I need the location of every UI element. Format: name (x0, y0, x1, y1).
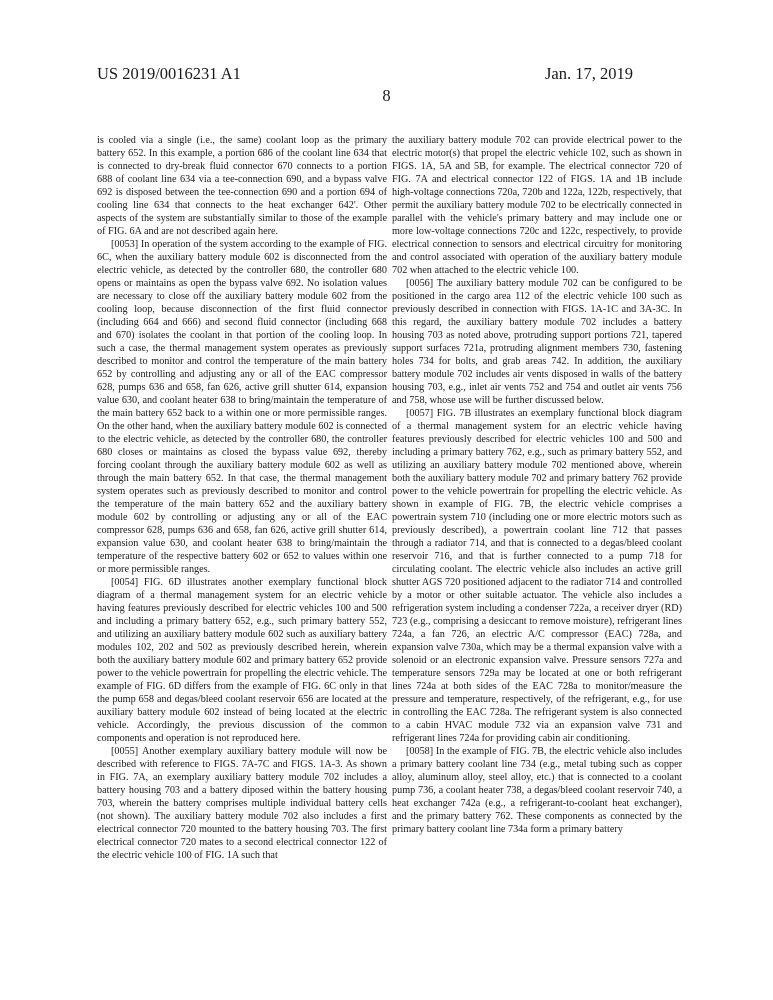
paragraph: [0053] In operation of the system according to the example of FIG. 6C, when the auxiliary battery module 602 is disconnected from the electric vehicle, as detected by the controller 680, the controller 680 opens or maintains as open the bypass valve 692. No isolation values are necessary to close off the auxiliary battery module 602 from the cooling loop, because disconnection of the first fluid connector (including 664 and 666) and second fluid connector (including 668 and 670) isolates the coolant in that portion of the cooling loop. In such a case, the thermal management system operates as previously described to monitor and control the temperature of the main battery 652 by controlling and adjusting any or all of the EAC compressor 628, pumps 636 and 658, fan 626, active grill shutter 614, expansion value 630, and coolant heater 638 to bring/maintain the temperature of the main battery 652 back to a within one or more permissible ranges. On the other hand, when the auxiliary battery module 602 is connected to the electric vehicle, as detected by the controller 680, the controller 680 closes or maintains as closed the bypass value 692, thereby forcing coolant through the auxiliary battery module 602 as well as through the main battery 652. In that case, the thermal management system operates such as previously described to monitor and control the temperature of the main battery 652 and the auxiliary battery module 602 by controlling or adjusting any or all of the EAC compressor 628, pumps 636 and 658, fan 626, active grill shutter 614, expansion value 630, and coolant heater 638 to bring/maintain the temperature of the respective battery 602 or 652 to values within one or more permissible ranges. (97, 239, 387, 575)
patent-number: US 2019/0016231 A1 (97, 64, 241, 83)
paragraph: [0057] FIG. 7B illustrates an exemplary functional block diagram of a thermal management system for an electric vehicle having features previously described for electric vehicles 100 and 500 and including a primary battery 762, e.g., such as primary battery 552, and utilizing an auxiliary battery module 702 mentioned above, wherein both the auxiliary battery module 702 and primary battery 762 provide power to the vehicle powertrain for propelling the electric vehicle. As shown in example of FIG. 7B, the electric vehicle comprises a powertrain system 710 (including one or more electric motors such as previously described), a powertrain coolant line 712 that passes through a radiator 714, and that is connected to a degas/bleed coolant reservoir 716, and that is further connected to a pump 718 for circulating coolant. The electric vehicle also includes an active grill shutter AGS 720 positioned adjacent to the radiator 714 and controlled by a motor or other suitable actuator. The vehicle also includes a refrigeration system including a condenser 722a, a receiver dryer (RD) 723 (e.g., comprising a desiccant to remove moisture), refrigerant lines 724a, a fan 726, an electric A/C compressor (EAC) 728a, and expansion valve 730a, which may be a thermal expansion valve with a solenoid or an electronic expansion valve. Pressure sensors 727a and temperature sensors 729a may be located at one or both refrigerant lines 724a at both sides of the EAC 728a to monitor/measure the pressure and temperature, respectively, of the refrigerant, e.g., for use in controlling the EAC 728a. The refrigerant system is also connected to a cabin HVAC module 732 via an expansion valve 731 and refrigerant lines 724a for providing cabin air conditioning. (392, 408, 682, 744)
paragraph: [0055] Another exemplary auxiliary battery module will now be described with reference to FIGS. 7A-7C and FIGS. 1A-3. As shown in FIG. 7A, an exemplary auxiliary battery module 702 includes a battery housing 703 and a battery diposed within the battery housing 703, wherein the battery comprises multiple individual battery cells (not shown). The auxiliary battery module 702 also includes a first electrical connector 720 mounted to the battery housing 703. The first electrical connector 720 mates to a second electrical connector 122 of the electric vehicle 100 of FIG. 1A such that (97, 746, 387, 861)
right-column (392, 134, 682, 836)
page-number: 8 (382, 86, 391, 105)
paragraph: [0056] The auxiliary battery module 702 can be configured to be positioned in the cargo area 112 of the electric vehicle 100 such as previously described in connection with FIGS. 1A-1C and 3A-3C. In this regard, the auxiliary battery module 702 includes a battery housing 703 as noted above, protruding support portions 721, tapered support surfaces 721a, protruding alignment members 730, fastening holes 734 for bolts, and grab areas 742. In addition, the auxiliary battery module 702 includes air vents disposed in walls of the battery housing 703, e.g., inlet air vents 752 and 754 and outlet air vents 756 and 758, whose use will be further discussed below. (392, 278, 682, 406)
publication-date: Jan. 17, 2019 (545, 64, 633, 83)
paragraph: [0058] In the example of FIG. 7B, the electric vehicle also includes a primary battery coolant line 734 (e.g., metal tubing such as copper alloy, aluminum alloy, steel alloy, etc.) that is connected to a coolant pump 736, a coolant heater 738, a degas/bleed coolant reservoir 740, a heat exchanger 742a (e.g., a refrigerant-to-coolant heat exchanger), and the primary battery 762. These components as connected by the primary battery coolant line 734a form a primary battery (392, 746, 682, 835)
paragraph: the auxiliary battery module 702 can provide electrical power to the electric motor(s) that propel the electric vehicle 102, such as shown in FIGS. 1A, 5A and 5B, for example. The electrical connector 720 of FIG. 7A and electrical connector 122 of FIGS. 1A and 1B include high-voltage connections 720a, 720b and 122a, 122b, respectively, that permit the auxiliary battery module 702 to be electrically connected in parallel with the vehicle's primary battery and may include one or more low-voltage connections 720c and 122c, respectively, to provide electrical connection to sensors and electrical circuitry for monitoring and control associated with operation of the auxiliary battery module 702 when attached to the electric vehicle 100. (392, 135, 682, 276)
left-column (97, 134, 387, 862)
paragraph: is cooled via a single (i.e., the same) coolant loop as the primary battery 652. In this example, a portion 686 of the coolant line 634 that is connected to dry-break fluid connector 670 connects to a portion 688 of coolant line 634 via a tee-connection 690, and a bypass valve 692 is disposed between the tee-connection 690 and a portion 694 of cooling line 634 that connects to the heat exchanger 642'. Other aspects of the system are substantially similar to those of the example of FIG. 6A and are not described again here. (97, 135, 387, 237)
paragraph: [0054] FIG. 6D illustrates another exemplary functional block diagram of a thermal management system for an electric vehicle having features previously described for electric vehicles 100 and 500 and including a primary battery 652, e.g., such primary battery 552, and utilizing an auxiliary battery module 602 such as auxiliary battery modules 102, 202 and 502 as previously described herein, wherein both the auxiliary battery module 602 and primary battery 652 provide power to the vehicle powertrain for propelling the electric vehicle. The example of FIG. 6D differs from the example of FIG. 6C only in that the pump 658 and degas/bleed coolant reservoir 656 are located at the auxiliary battery module 602 instead of being located at the electric vehicle. Accordingly, the previous discussion of the common components and operation is not reproduced here. (97, 577, 387, 744)
